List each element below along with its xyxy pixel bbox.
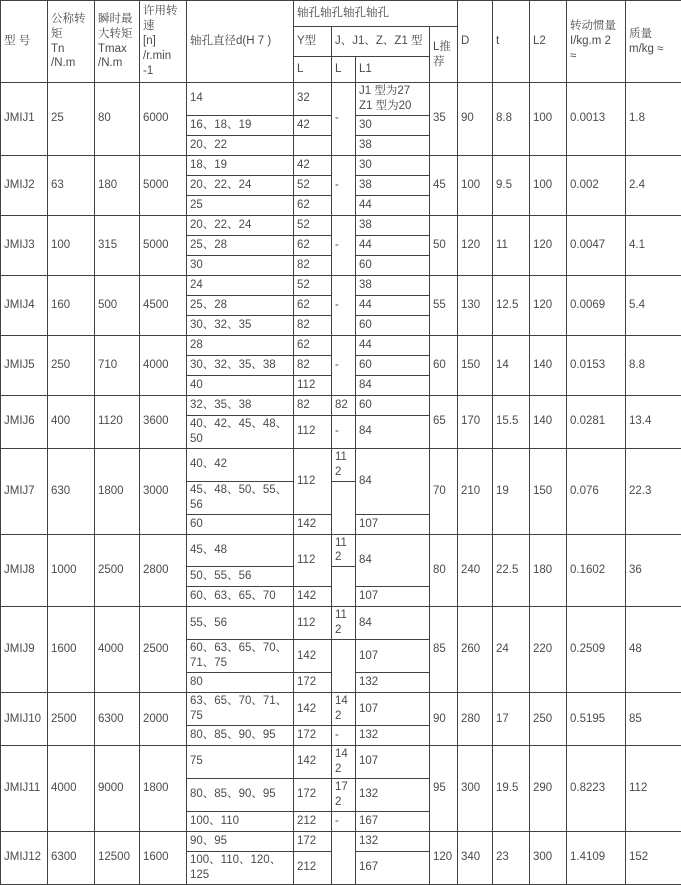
j-length-cell bbox=[332, 481, 356, 534]
bore-diameter-cell: 40、42 bbox=[187, 448, 294, 481]
t-cell: 19.5 bbox=[493, 746, 530, 832]
y-length-cell: 112 bbox=[294, 448, 332, 514]
bore-diameter-cell: 40、42、45、48、50 bbox=[187, 415, 294, 448]
table-row bbox=[1, 607, 681, 640]
y-length-cell: 62 bbox=[294, 295, 332, 315]
l1-length-cell: 44 bbox=[356, 295, 430, 315]
l1-length-cell: 167 bbox=[356, 811, 430, 831]
l1-length-cell: 84 bbox=[356, 415, 430, 448]
table-row bbox=[1, 215, 681, 235]
inertia-cell: 0.002 bbox=[567, 155, 626, 215]
l2-cell: 180 bbox=[530, 534, 567, 607]
l2-cell: 120 bbox=[530, 275, 567, 335]
header-bore-diameter: 轴孔直径d(H 7 ) bbox=[187, 1, 294, 83]
j-length-cell: - bbox=[332, 415, 356, 448]
l1-length-cell: 30 bbox=[356, 115, 430, 135]
bore-diameter-cell: 80、85、90、95 bbox=[187, 778, 294, 811]
j-length-cell: 112 bbox=[332, 607, 356, 640]
t-cell: 14 bbox=[493, 335, 530, 395]
l1-length-cell: 132 bbox=[356, 726, 430, 746]
l1-length-cell: 107 bbox=[356, 746, 430, 779]
table-row bbox=[1, 746, 681, 779]
y-length-cell: 172 bbox=[294, 726, 332, 746]
j-length-cell: - bbox=[332, 811, 356, 831]
header-t: t bbox=[493, 1, 530, 83]
tn-cell: 25 bbox=[48, 83, 95, 156]
j-length-cell: 172 bbox=[332, 778, 356, 811]
j-length-cell: - bbox=[332, 275, 356, 335]
d-outer-cell: 120 bbox=[458, 215, 493, 275]
tn-cell: 1600 bbox=[48, 607, 95, 693]
l1-length-cell: 38 bbox=[356, 175, 430, 195]
l1-length-cell: 44 bbox=[356, 235, 430, 255]
mass-cell: 112 bbox=[626, 746, 681, 832]
d-outer-cell: 100 bbox=[458, 155, 493, 215]
l1-length-cell: J1 型为27 Z1 型为20 bbox=[356, 83, 430, 116]
model-cell: JMIJ10 bbox=[1, 693, 48, 746]
t-cell: 17 bbox=[493, 693, 530, 746]
header-l-recommended: L推荐 bbox=[430, 27, 458, 83]
table-row bbox=[1, 275, 681, 295]
y-length-cell: 82 bbox=[294, 395, 332, 415]
inertia-cell: 1.4109 bbox=[567, 831, 626, 884]
inertia-cell: 0.8223 bbox=[567, 746, 626, 832]
model-cell: JMIJ11 bbox=[1, 746, 48, 832]
tmax-cell: 1800 bbox=[95, 448, 140, 534]
t-cell: 12.5 bbox=[493, 275, 530, 335]
bore-diameter-cell: 25、28 bbox=[187, 295, 294, 315]
speed-cell: 1800 bbox=[140, 746, 187, 832]
l2-cell: 300 bbox=[530, 831, 567, 884]
model-cell: JMIJ8 bbox=[1, 534, 48, 607]
inertia-cell: 0.0013 bbox=[567, 83, 626, 156]
d-outer-cell: 150 bbox=[458, 335, 493, 395]
tn-cell: 100 bbox=[48, 215, 95, 275]
t-cell: 9.5 bbox=[493, 155, 530, 215]
bore-diameter-cell: 100、110、120、125 bbox=[187, 851, 294, 884]
table-row bbox=[1, 448, 681, 481]
model-cell: JMIJ5 bbox=[1, 335, 48, 395]
bore-diameter-cell: 100、110 bbox=[187, 811, 294, 831]
bore-diameter-cell: 45、48、50、55、56 bbox=[187, 481, 294, 514]
l1-length-cell: 38 bbox=[356, 275, 430, 295]
l1-length-cell: 60 bbox=[356, 255, 430, 275]
l1-length-cell: 60 bbox=[356, 315, 430, 335]
d-outer-cell: 300 bbox=[458, 746, 493, 832]
inertia-cell: 0.0281 bbox=[567, 395, 626, 448]
y-length-cell: 212 bbox=[294, 811, 332, 831]
tmax-cell: 80 bbox=[95, 83, 140, 156]
header-l-j: L bbox=[332, 57, 356, 83]
j-length-cell: 142 bbox=[332, 746, 356, 779]
y-length-cell: 172 bbox=[294, 831, 332, 851]
l1-length-cell: 30 bbox=[356, 155, 430, 175]
speed-cell: 5000 bbox=[140, 215, 187, 275]
mass-cell: 1.8 bbox=[626, 83, 681, 156]
tmax-cell: 710 bbox=[95, 335, 140, 395]
l1-length-cell: 132 bbox=[356, 778, 430, 811]
l1-length-cell: 107 bbox=[356, 514, 430, 534]
y-length-cell: 42 bbox=[294, 155, 332, 175]
l-rec-cell: 45 bbox=[430, 155, 458, 215]
header-l-y: L bbox=[294, 57, 332, 83]
bore-diameter-cell: 80 bbox=[187, 673, 294, 693]
y-length-cell: 112 bbox=[294, 534, 332, 587]
tmax-cell: 6300 bbox=[95, 693, 140, 746]
tmax-cell: 4000 bbox=[95, 607, 140, 693]
bore-diameter-cell: 30 bbox=[187, 255, 294, 275]
mass-cell: 48 bbox=[626, 607, 681, 693]
d-outer-cell: 280 bbox=[458, 693, 493, 746]
speed-cell: 3600 bbox=[140, 395, 187, 448]
y-length-cell: 52 bbox=[294, 175, 332, 195]
tmax-cell: 180 bbox=[95, 155, 140, 215]
bore-diameter-cell: 90、95 bbox=[187, 831, 294, 851]
header-j-type: J、J1、Z、Z1 型 bbox=[332, 27, 430, 57]
y-length-cell: 82 bbox=[294, 355, 332, 375]
y-length-cell: 142 bbox=[294, 587, 332, 607]
l2-cell: 290 bbox=[530, 746, 567, 832]
l-rec-cell: 95 bbox=[430, 746, 458, 832]
y-length-cell: 32 bbox=[294, 83, 332, 116]
y-length-cell: 112 bbox=[294, 607, 332, 640]
mass-cell: 5.4 bbox=[626, 275, 681, 335]
mass-cell: 22.3 bbox=[626, 448, 681, 534]
header-model: 型 号 bbox=[1, 1, 48, 83]
y-length-cell: 142 bbox=[294, 514, 332, 534]
j-length-cell: 112 bbox=[332, 534, 356, 567]
bore-diameter-cell: 50、55、56 bbox=[187, 567, 294, 587]
model-cell: JMIJ3 bbox=[1, 215, 48, 275]
tmax-cell: 500 bbox=[95, 275, 140, 335]
tn-cell: 160 bbox=[48, 275, 95, 335]
mass-cell: 4.1 bbox=[626, 215, 681, 275]
t-cell: 24 bbox=[493, 607, 530, 693]
l1-length-cell: 44 bbox=[356, 335, 430, 355]
l1-length-cell: 44 bbox=[356, 195, 430, 215]
tmax-cell: 12500 bbox=[95, 831, 140, 884]
model-cell: JMIJ2 bbox=[1, 155, 48, 215]
header-d: D bbox=[458, 1, 493, 83]
l-rec-cell: 85 bbox=[430, 607, 458, 693]
l2-cell: 100 bbox=[530, 83, 567, 156]
d-outer-cell: 340 bbox=[458, 831, 493, 884]
l2-cell: 150 bbox=[530, 448, 567, 534]
speed-cell: 2500 bbox=[140, 607, 187, 693]
header-y-type: Y型 bbox=[294, 27, 332, 57]
header-mass: 质量 m/kg ≈ bbox=[626, 1, 681, 83]
mass-cell: 36 bbox=[626, 534, 681, 607]
j-length-cell: 82 bbox=[332, 395, 356, 415]
j-length-cell bbox=[332, 567, 356, 607]
bore-diameter-cell: 75 bbox=[187, 746, 294, 779]
speed-cell: 2000 bbox=[140, 693, 187, 746]
j-length-cell: 142 bbox=[332, 693, 356, 726]
l1-length-cell: 167 bbox=[356, 851, 430, 884]
l1-length-cell: 84 bbox=[356, 375, 430, 395]
inertia-cell: 0.2509 bbox=[567, 607, 626, 693]
y-length-cell: 52 bbox=[294, 275, 332, 295]
bore-diameter-cell: 20、22、24 bbox=[187, 215, 294, 235]
mass-cell: 85 bbox=[626, 693, 681, 746]
inertia-cell: 0.0153 bbox=[567, 335, 626, 395]
l1-length-cell: 60 bbox=[356, 395, 430, 415]
tn-cell: 630 bbox=[48, 448, 95, 534]
bore-diameter-cell: 30、32、35 bbox=[187, 315, 294, 335]
inertia-cell: 0.1602 bbox=[567, 534, 626, 607]
bore-diameter-cell: 25 bbox=[187, 195, 294, 215]
bore-diameter-cell: 18、19 bbox=[187, 155, 294, 175]
l1-length-cell: 107 bbox=[356, 693, 430, 726]
l-rec-cell: 120 bbox=[430, 831, 458, 884]
table-body bbox=[1, 83, 681, 885]
table-row bbox=[1, 83, 681, 116]
y-length-cell: 172 bbox=[294, 673, 332, 693]
tn-cell: 1000 bbox=[48, 534, 95, 607]
l2-cell: 250 bbox=[530, 693, 567, 746]
t-cell: 19 bbox=[493, 448, 530, 534]
bore-diameter-cell: 14 bbox=[187, 83, 294, 116]
table-header bbox=[1, 1, 681, 83]
header-l2: L2 bbox=[530, 1, 567, 83]
y-length-cell: 112 bbox=[294, 415, 332, 448]
l1-length-cell: 38 bbox=[356, 135, 430, 155]
mass-cell: 2.4 bbox=[626, 155, 681, 215]
bore-diameter-cell: 32、35、38 bbox=[187, 395, 294, 415]
y-length-cell: 142 bbox=[294, 693, 332, 726]
j-length-cell: - bbox=[332, 155, 356, 215]
bore-diameter-cell: 24 bbox=[187, 275, 294, 295]
table-row bbox=[1, 335, 681, 355]
y-length-cell: 52 bbox=[294, 215, 332, 235]
l2-cell: 100 bbox=[530, 155, 567, 215]
y-length-cell: 142 bbox=[294, 640, 332, 673]
model-cell: JMIJ12 bbox=[1, 831, 48, 884]
bore-diameter-cell: 60、63、65、70 bbox=[187, 587, 294, 607]
header-max-torque: 瞬时最 大转矩 Tmax /N.m bbox=[95, 1, 140, 83]
model-cell: JMIJ1 bbox=[1, 83, 48, 156]
j-length-cell: - bbox=[332, 83, 356, 156]
model-cell: JMIJ9 bbox=[1, 607, 48, 693]
y-length-cell: 82 bbox=[294, 315, 332, 335]
l1-length-cell: 84 bbox=[356, 534, 430, 587]
l1-length-cell: 132 bbox=[356, 673, 430, 693]
t-cell: 22.5 bbox=[493, 534, 530, 607]
d-outer-cell: 210 bbox=[458, 448, 493, 534]
y-length-cell: 142 bbox=[294, 746, 332, 779]
bore-diameter-cell: 30、32、35、38 bbox=[187, 355, 294, 375]
l1-length-cell: 84 bbox=[356, 448, 430, 514]
j-length-cell: 112 bbox=[332, 448, 356, 481]
y-length-cell: 212 bbox=[294, 851, 332, 884]
l1-length-cell: 84 bbox=[356, 607, 430, 640]
l-rec-cell: 70 bbox=[430, 448, 458, 534]
l2-cell: 140 bbox=[530, 395, 567, 448]
tmax-cell: 1120 bbox=[95, 395, 140, 448]
l1-length-cell: 107 bbox=[356, 587, 430, 607]
l-rec-cell: 65 bbox=[430, 395, 458, 448]
l2-cell: 120 bbox=[530, 215, 567, 275]
l-rec-cell: 90 bbox=[430, 693, 458, 746]
d-outer-cell: 130 bbox=[458, 275, 493, 335]
l-rec-cell: 60 bbox=[430, 335, 458, 395]
bore-diameter-cell: 45、48 bbox=[187, 534, 294, 567]
table-row bbox=[1, 155, 681, 175]
tmax-cell: 315 bbox=[95, 215, 140, 275]
bore-diameter-cell: 25、28 bbox=[187, 235, 294, 255]
y-length-cell: 172 bbox=[294, 778, 332, 811]
l-rec-cell: 80 bbox=[430, 534, 458, 607]
speed-cell: 6000 bbox=[140, 83, 187, 156]
speed-cell: 3000 bbox=[140, 448, 187, 534]
l1-length-cell: 38 bbox=[356, 215, 430, 235]
speed-cell: 1600 bbox=[140, 831, 187, 884]
l1-length-cell: 132 bbox=[356, 831, 430, 851]
model-cell: JMIJ7 bbox=[1, 448, 48, 534]
y-length-cell: 62 bbox=[294, 195, 332, 215]
t-cell: 23 bbox=[493, 831, 530, 884]
table-row bbox=[1, 831, 681, 851]
j-length-cell bbox=[332, 640, 356, 693]
tn-cell: 63 bbox=[48, 155, 95, 215]
speed-cell: 4000 bbox=[140, 335, 187, 395]
y-length-cell: 82 bbox=[294, 255, 332, 275]
speed-cell: 5000 bbox=[140, 155, 187, 215]
mass-cell: 152 bbox=[626, 831, 681, 884]
inertia-cell: 0.5195 bbox=[567, 693, 626, 746]
bore-diameter-cell: 28 bbox=[187, 335, 294, 355]
tn-cell: 4000 bbox=[48, 746, 95, 832]
d-outer-cell: 170 bbox=[458, 395, 493, 448]
inertia-cell: 0.076 bbox=[567, 448, 626, 534]
model-cell: JMIJ6 bbox=[1, 395, 48, 448]
table-row bbox=[1, 534, 681, 567]
l-rec-cell: 55 bbox=[430, 275, 458, 335]
header-l1: L1 bbox=[356, 57, 430, 83]
speed-cell: 2800 bbox=[140, 534, 187, 607]
l2-cell: 140 bbox=[530, 335, 567, 395]
inertia-cell: 0.0069 bbox=[567, 275, 626, 335]
bore-diameter-cell: 60 bbox=[187, 514, 294, 534]
bore-diameter-cell: 55、56 bbox=[187, 607, 294, 640]
bore-diameter-cell: 20、22、24 bbox=[187, 175, 294, 195]
y-length-cell bbox=[294, 135, 332, 155]
d-outer-cell: 90 bbox=[458, 83, 493, 156]
header-row-1 bbox=[1, 1, 681, 27]
bore-diameter-cell: 63、65、70、71、75 bbox=[187, 693, 294, 726]
y-length-cell: 62 bbox=[294, 235, 332, 255]
tn-cell: 2500 bbox=[48, 693, 95, 746]
l2-cell: 220 bbox=[530, 607, 567, 693]
mass-cell: 13.4 bbox=[626, 395, 681, 448]
t-cell: 8.8 bbox=[493, 83, 530, 156]
y-length-cell: 62 bbox=[294, 335, 332, 355]
t-cell: 15.5 bbox=[493, 395, 530, 448]
l1-length-cell: 60 bbox=[356, 355, 430, 375]
header-inertia: 转动惯量 I/kg.m 2 ≈ bbox=[567, 1, 626, 83]
d-outer-cell: 260 bbox=[458, 607, 493, 693]
bore-diameter-cell: 60、63、65、70、71、75 bbox=[187, 640, 294, 673]
j-length-cell: - bbox=[332, 215, 356, 275]
mass-cell: 8.8 bbox=[626, 335, 681, 395]
speed-cell: 4500 bbox=[140, 275, 187, 335]
model-cell: JMIJ4 bbox=[1, 275, 48, 335]
j-length-cell: - bbox=[332, 335, 356, 395]
l-rec-cell: 35 bbox=[430, 83, 458, 156]
bore-diameter-cell: 40 bbox=[187, 375, 294, 395]
tmax-cell: 2500 bbox=[95, 534, 140, 607]
y-length-cell: 112 bbox=[294, 375, 332, 395]
j-length-cell: - bbox=[332, 726, 356, 746]
tn-cell: 6300 bbox=[48, 831, 95, 884]
inertia-cell: 0.0047 bbox=[567, 215, 626, 275]
d-outer-cell: 240 bbox=[458, 534, 493, 607]
header-allowable-speed: 许用转 速 [n] /r.min -1 bbox=[140, 1, 187, 83]
y-length-cell: 42 bbox=[294, 115, 332, 135]
l1-length-cell: 107 bbox=[356, 640, 430, 673]
header-nominal-torque: 公称转 矩 Tn /N.m bbox=[48, 1, 95, 83]
t-cell: 11 bbox=[493, 215, 530, 275]
table-row bbox=[1, 395, 681, 415]
tn-cell: 250 bbox=[48, 335, 95, 395]
tmax-cell: 9000 bbox=[95, 746, 140, 832]
l-rec-cell: 50 bbox=[430, 215, 458, 275]
table-row bbox=[1, 693, 681, 726]
header-shaft-holes: 轴孔轴孔轴孔轴孔 bbox=[294, 1, 458, 27]
bore-diameter-cell: 16、18、19 bbox=[187, 115, 294, 135]
bore-diameter-cell: 80、85、90、95 bbox=[187, 726, 294, 746]
tn-cell: 400 bbox=[48, 395, 95, 448]
bore-diameter-cell: 20、22 bbox=[187, 135, 294, 155]
j-length-cell bbox=[332, 831, 356, 884]
